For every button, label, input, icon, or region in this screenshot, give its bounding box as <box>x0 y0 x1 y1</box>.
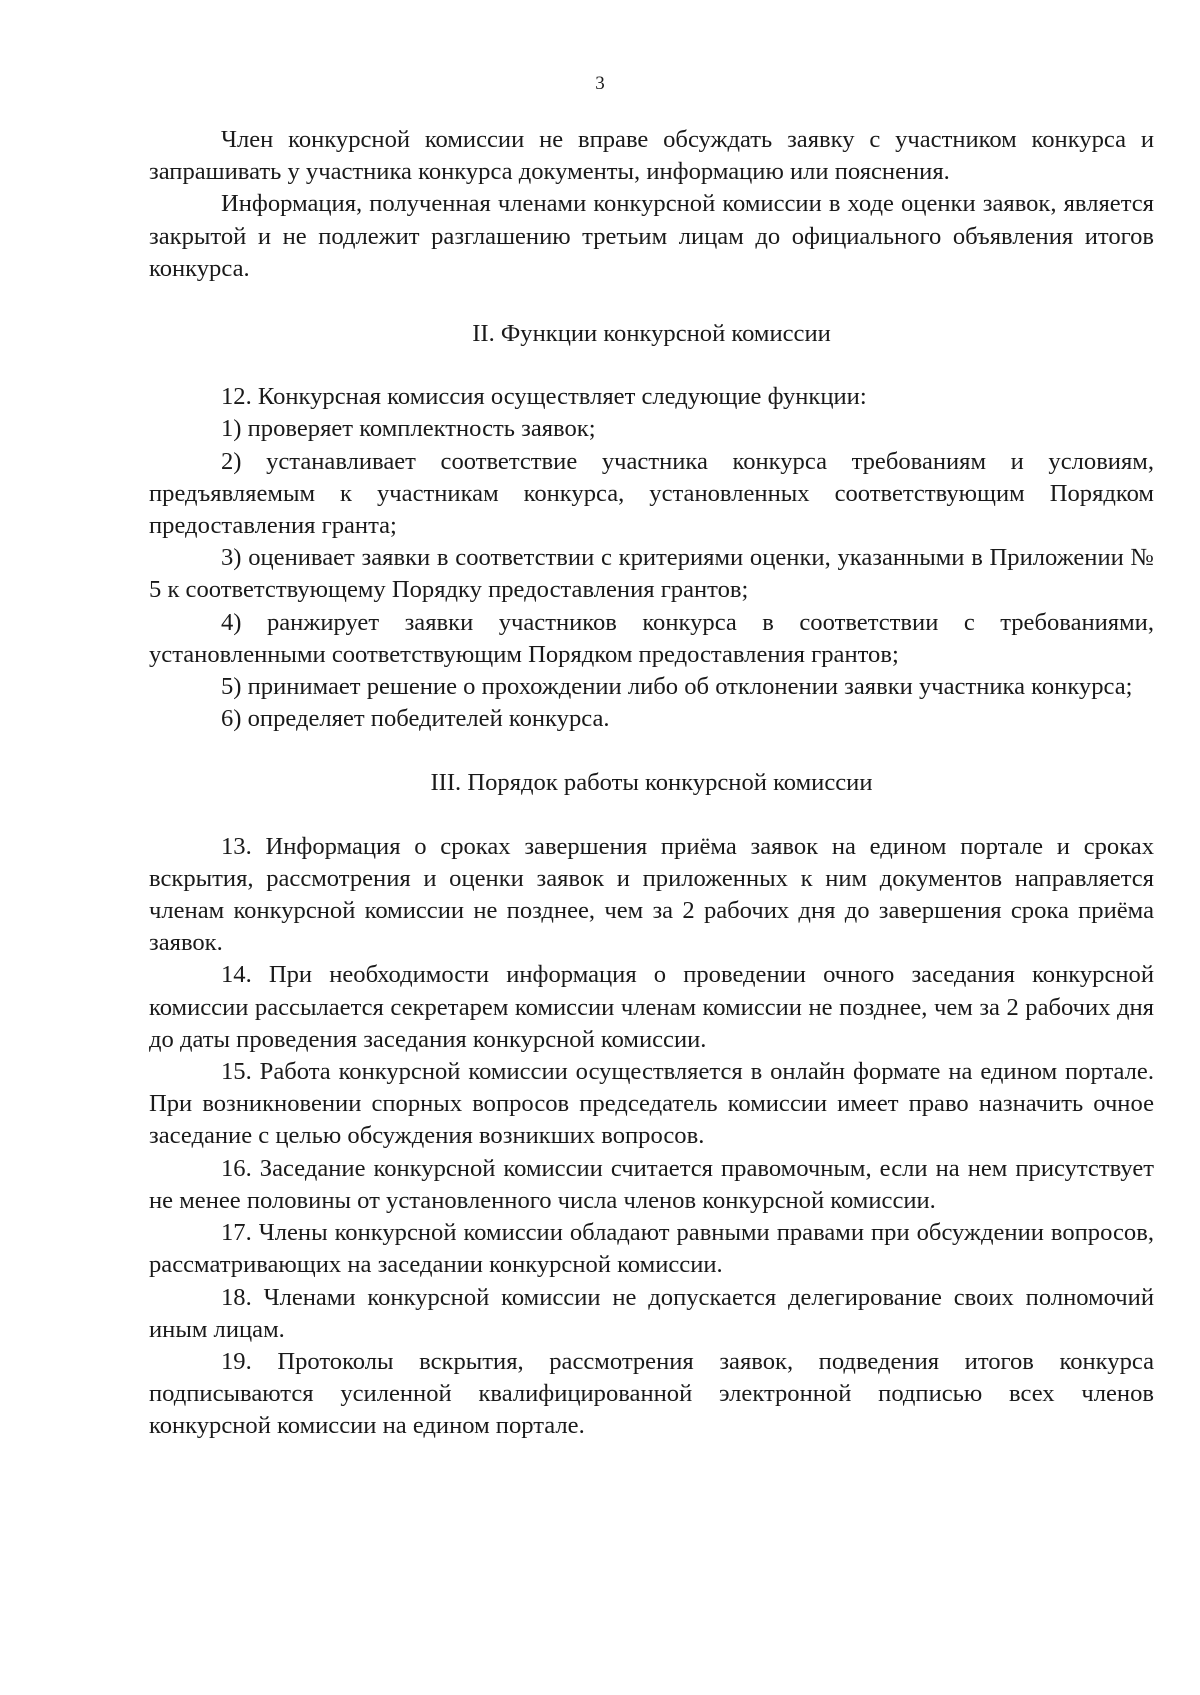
spacer <box>149 735 1154 767</box>
clause-13: 13. Информация о сроках завершения приёма заявок на едином портале и сроках вскрытия, рассмотрения и оценки заявок и приложенных к ним документов направляется членам конкурсной комиссии не позднее, чем за 2 рабочих дня до завершения срока приёма заявок. <box>149 832 1154 957</box>
spacer <box>149 800 1154 831</box>
section-heading-2: II. Функции конкурсной комиссии <box>472 320 831 348</box>
section-heading-3: III. Порядок работы конкурсной комиссии <box>430 769 873 797</box>
clause-15: 15. Работа конкурсной комиссии осуществляется в онлайн формате на едином портале. При возникновении спорных вопросов председатель комиссии имеет право назначить очное заседание с целью обсуждения возникших вопросов. <box>149 1058 1154 1150</box>
clause-19: 19. Протоколы вскрытия, рассмотрения заявок, подведения итогов конкурса подписываются усиленной квалифицированной электронной подписью всех членов конкурсной комиссии на едином портале. <box>149 1347 1154 1440</box>
clause-12-item-6: 6) определяет победителей конкурса. <box>221 705 610 733</box>
intro-paragraph-2: Информация, полученная членами конкурсной комиссии в ходе оценки заявок, является закрытой и не подлежит разглашению третьим лицам до официального объявления итогов конкурса. <box>149 190 1154 282</box>
document-body <box>149 124 1154 1443</box>
intro-paragraph-1: Член конкурсной комиссии не вправе обсуждать заявку с участником конкурса и запрашивать у участника конкурса документы, информацию или пояснения. <box>149 126 1154 186</box>
spacer <box>149 285 1154 318</box>
clause-12-item-4: 4) ранжирует заявки участников конкурса в соответствии с требованиями, установленными соответствующим Порядком предоставления грантов; <box>149 608 1154 668</box>
clause-12-item-1: 1) проверяет комплектность заявок; <box>221 415 596 443</box>
clause-12: 12. Конкурсная комиссия осуществляет следующие функции: <box>221 383 867 411</box>
clause-12-item-5: 5) принимает решение о прохождении либо об отклонении заявки участника конкурса; <box>221 673 1133 701</box>
clause-18: 18. Членами конкурсной комиссии не допускается делегирование своих полномочий иным лицам. <box>149 1283 1154 1343</box>
clause-14: 14. При необходимости информация о проведении очного заседания конкурсной комиссии рассылается секретарем комиссии членам комиссии не позднее, чем за 2 рабочих дня до даты проведения заседания конкурсной комиссии. <box>149 961 1154 1053</box>
clause-12-item-2: 2) устанавливает соответствие участника конкурса требованиям и условиям, предъявляемым к участникам конкурса, установленных соответствующим Порядком предоставления гранта; <box>149 447 1154 540</box>
clause-12-item-3: 3) оценивает заявки в соответствии с критериями оценки, указанными в Приложении № 5 к соответствующему Порядку предоставления грантов; <box>149 544 1154 604</box>
spacer <box>149 350 1154 381</box>
clause-17: 17. Члены конкурсной комиссии обладают равными правами при обсуждении вопросов, рассматривающих на заседании конкурсной комиссии. <box>149 1219 1154 1279</box>
page-number: 3 <box>595 73 605 94</box>
clause-16: 16. Заседание конкурсной комиссии считается правомочным, если на нем присутствует не менее половины от установленного числа членов конкурсной комиссии. <box>149 1154 1154 1214</box>
